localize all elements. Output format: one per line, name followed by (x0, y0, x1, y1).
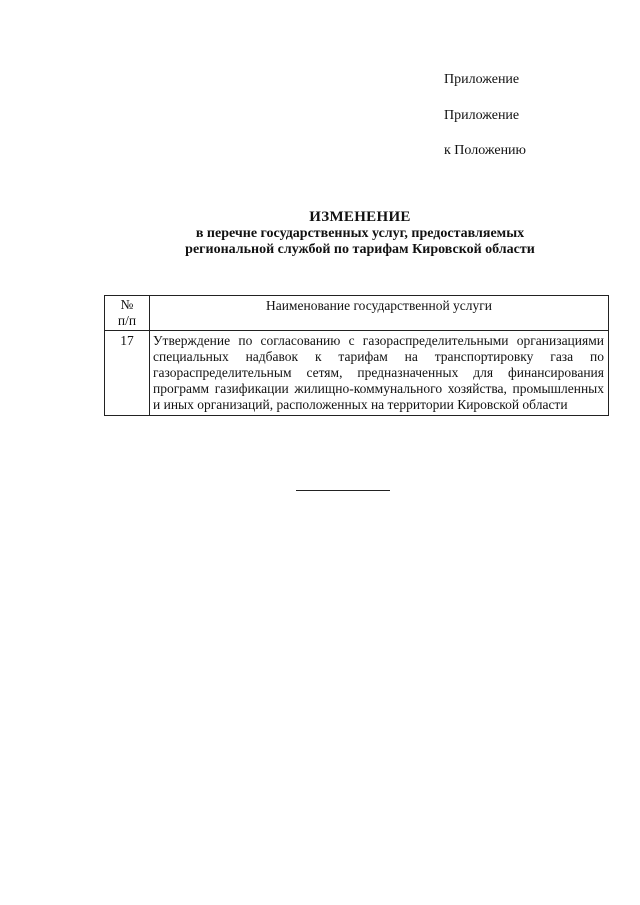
regulation-reference: к Положению (444, 143, 527, 158)
row-service-name: Утверждение по согласованию с газораспределительными организациями специальных надбавок к тарифам на транспортировку газа по газораспределительным сетям, предназначенных для финансирования программ газификации жилищно-коммунального хозяйства, промышленных и иных организаций, расположенных на территории Кировской области (150, 331, 609, 416)
column-header-number-symbol: № (120, 297, 134, 312)
column-header-service-name: Наименование государственной услуги (150, 296, 609, 331)
title-main: ИЗМЕНЕНИЕ (309, 209, 411, 225)
table-header-row (105, 296, 609, 331)
title-subtitle-line2: региональной службой по тарифам Кировской области (185, 242, 535, 257)
document-title (0, 208, 640, 258)
services-table (104, 295, 609, 416)
table-row (105, 331, 609, 416)
row-number: 17 (105, 331, 150, 416)
end-divider-line (296, 490, 390, 491)
title-subtitle-line1: в перечне государственных услуг, предоставляемых (195, 226, 525, 241)
column-header-number (105, 296, 150, 331)
column-header-number-abbrev: п/п (117, 313, 137, 328)
appendix-label-repeat: Приложение (444, 108, 520, 123)
appendix-label: Приложение (444, 72, 520, 87)
